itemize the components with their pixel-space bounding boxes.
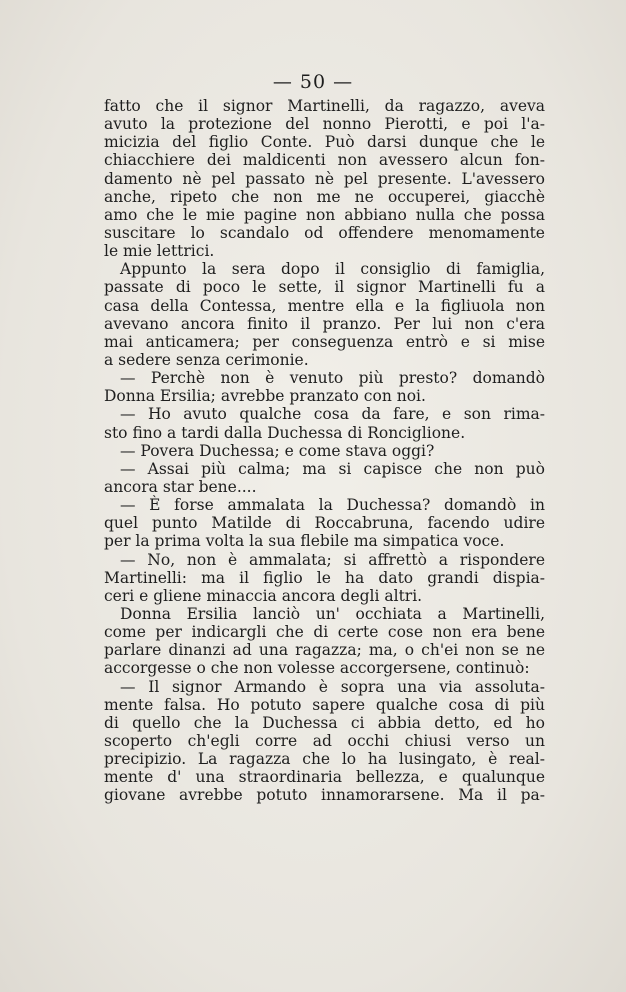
text-line: precipizio. La ragazza che lo ha lusingato, è real- (104, 750, 545, 769)
text-line: Martinelli: ma il figlio le ha dato grandi dispia- (104, 568, 545, 587)
text-line: Appunto la sera dopo il consiglio di famiglia, (120, 260, 545, 279)
text-line: avevano ancora finito il pranzo. Per lui non c'era (104, 314, 545, 333)
text-line: le mie lettrici. (104, 242, 215, 261)
text-line: — Assai più calma; ma si capisce che non può (120, 459, 545, 478)
text-line: passate di poco le sette, il signor Martinelli fu a (104, 278, 545, 297)
text-line: — È forse ammalata la Duchessa? domandò in (120, 496, 545, 515)
text-line: mente d' una straordinaria bellezza, e qualunque (104, 768, 545, 787)
text-line: ceri e gliene minaccia ancora degli altri. (104, 586, 423, 605)
text-line: — Il signor Armando è sopra una via assoluta- (120, 677, 545, 696)
text-line: quel punto Matilde di Roccabruna, facendo udire (104, 514, 545, 533)
text-line: parlare dinanzi ad una ragazza; ma, o ch'ei non se ne (104, 641, 545, 660)
text-line: come per indicargli che di certe cose non era bene (104, 623, 545, 642)
text-line: di quello che la Duchessa ci abbia detto, ed ho (104, 713, 545, 732)
text-line: mai anticamera; per conseguenza entrò e si mise (104, 332, 545, 351)
text-line: — No, non è ammalata; si affrettò a rispondere (120, 550, 545, 569)
text-line: mente falsa. Ho potuto sapere qualche cosa di più (104, 695, 545, 714)
text-line: anche, ripeto che non me ne occuperei, giacchè (104, 187, 545, 206)
text-line: suscitare lo scandalo od offendere menomamente (104, 223, 545, 242)
text-line: fatto che il signor Martinelli, da ragazzo, aveva (104, 97, 545, 115)
text-line: amo che le mie pagine non abbiano nulla che possa (104, 205, 545, 224)
text-line: casa della Contessa, mentre ella e la figliuola non (104, 296, 545, 315)
text-line: ancora star bene.... (104, 477, 257, 496)
text-line: sto fino a tardi dalla Duchessa di Ronciglione. (104, 423, 466, 442)
text-line: avuto la protezione del nonno Pierotti, e poi l'a- (104, 115, 545, 134)
text-line: chiacchiere dei maldicenti non avessero alcun fon- (104, 151, 545, 170)
text-line: scoperto ch'egli corre ad occhi chiusi verso un (104, 731, 545, 750)
text-line: — Povera Duchessa; e come stava oggi? (120, 441, 435, 460)
text-line: micizia del figlio Conte. Può darsi dunque che le (104, 133, 545, 152)
text-line: giovane avrebbe potuto innamorarsene. Ma il pa- (104, 786, 545, 805)
body-text (104, 97, 545, 804)
text-line: damento nè pel passato nè pel presente. L'avessero (104, 169, 545, 188)
page-number: — 50 — (272, 71, 354, 93)
text-line: — Perchè non è venuto più presto? domandò (120, 369, 545, 388)
text-line: per la prima volta la sua flebile ma simpatica voce. (104, 532, 505, 551)
text-line: a sedere senza cerimonie. (104, 350, 309, 369)
text-line: Donna Ersilia; avrebbe pranzato con noi. (104, 387, 426, 406)
text-line: Donna Ersilia lanciò un' occhiata a Martinelli, (120, 604, 545, 623)
text-line: — Ho avuto qualche cosa da fare, e son rima- (120, 405, 545, 424)
text-line: accorgesse o che non volesse accorgersene, continuò: (104, 659, 530, 678)
